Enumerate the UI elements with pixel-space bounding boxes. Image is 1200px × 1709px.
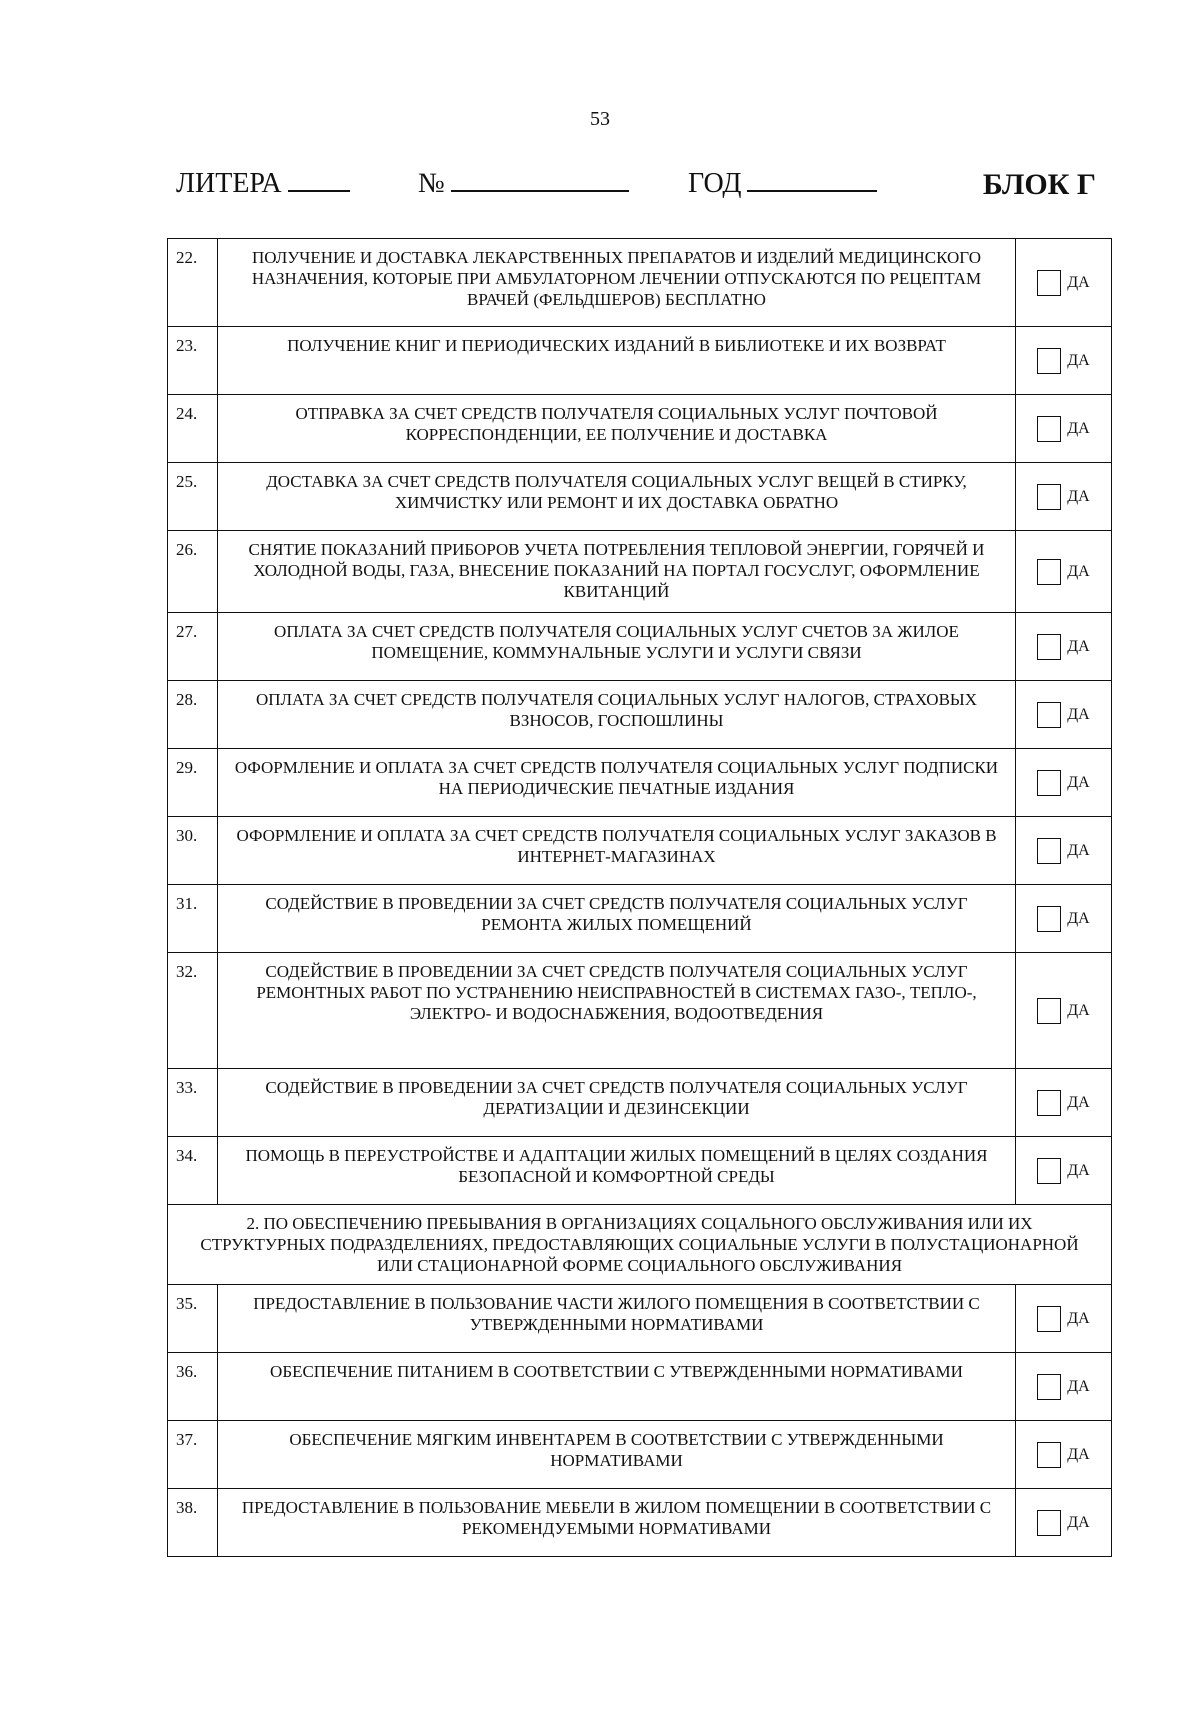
- yes-label: ДА: [1067, 1514, 1090, 1531]
- yes-label: ДА: [1067, 352, 1090, 369]
- service-description: СНЯТИЕ ПОКАЗАНИЙ ПРИБОРОВ УЧЕТА ПОТРЕБЛЕНИЯ ТЕПЛОВОЙ ЭНЕРГИИ, ГОРЯЧЕЙ И ХОЛОДНОЙ ВОДЫ, ГАЗА, ВНЕСЕНИЕ ПОКАЗАНИЙ НА ПОРТАЛ ГОСУСЛУГ, ОФОРМЛЕНИЕ КВИТАНЦИЙ: [218, 531, 1016, 613]
- service-description: ОФОРМЛЕНИЕ И ОПЛАТА ЗА СЧЕТ СРЕДСТВ ПОЛУЧАТЕЛЯ СОЦИАЛЬНЫХ УСЛУГ ПОДПИСКИ НА ПЕРИОДИЧЕСКИЕ ПЕЧАТНЫЕ ИЗДАНИЯ: [218, 749, 1016, 817]
- yes-checkbox[interactable]: [1037, 1510, 1061, 1536]
- table-row: [168, 817, 1112, 885]
- table-row: [168, 1069, 1112, 1137]
- service-description: ОПЛАТА ЗА СЧЕТ СРЕДСТВ ПОЛУЧАТЕЛЯ СОЦИАЛЬНЫХ УСЛУГ НАЛОГОВ, СТРАХОВЫХ ВЗНОСОВ, ГОСПОШЛИНЫ: [218, 681, 1016, 749]
- answer-cell: [1016, 885, 1112, 953]
- answer-cell: [1016, 239, 1112, 327]
- table-row: [168, 395, 1112, 463]
- row-number: 29.: [168, 749, 218, 817]
- table-row: [168, 885, 1112, 953]
- answer-cell: [1016, 1069, 1112, 1137]
- table-row: [168, 239, 1112, 327]
- section-heading: 2. ПО ОБЕСПЕЧЕНИЮ ПРЕБЫВАНИЯ В ОРГАНИЗАЦИЯХ СОЦАЛЬНОГО ОБСЛУЖИВАНИЯ ИЛИ ИХ СТРУКТУРНЫХ ПОДРАЗДЕЛЕНИЯХ, ПРЕДОСТАВЛЯЮЩИХ СОЦИАЛЬНЫЕ УСЛУГИ В ПОЛУСТАЦИОНАРНОЙ ИЛИ СТАЦИОНАРНОЙ ФОРМЕ СОЦИАЛЬНОГО ОБСЛУЖИВАНИЯ: [168, 1205, 1112, 1285]
- service-description: ПРЕДОСТАВЛЕНИЕ В ПОЛЬЗОВАНИЕ ЧАСТИ ЖИЛОГО ПОМЕЩЕНИЯ В СООТВЕТСТВИИ С УТВЕРЖДЕННЫМИ НОРМАТИВАМИ: [218, 1285, 1016, 1353]
- yes-label: ДА: [1067, 1446, 1090, 1463]
- row-number: 38.: [168, 1489, 218, 1557]
- service-description: ПРЕДОСТАВЛЕНИЕ В ПОЛЬЗОВАНИЕ МЕБЕЛИ В ЖИЛОМ ПОМЕЩЕНИИ В СООТВЕТСТВИИ С РЕКОМЕНДУЕМЫМИ НОРМАТИВАМИ: [218, 1489, 1016, 1557]
- row-number: 27.: [168, 613, 218, 681]
- table-row: [168, 1353, 1112, 1421]
- number-label: №: [418, 168, 445, 199]
- yes-checkbox[interactable]: [1037, 634, 1061, 660]
- table-row: [168, 1285, 1112, 1353]
- yes-label: ДА: [1067, 1310, 1090, 1327]
- row-number: 22.: [168, 239, 218, 327]
- table-row: [168, 531, 1112, 613]
- yes-checkbox[interactable]: [1037, 906, 1061, 932]
- service-description: СОДЕЙСТВИЕ В ПРОВЕДЕНИИ ЗА СЧЕТ СРЕДСТВ ПОЛУЧАТЕЛЯ СОЦИАЛЬНЫХ УСЛУГ РЕМОНТНЫХ РАБОТ ПО УСТРАНЕНИЮ НЕИСПРАВНОСТЕЙ В СИСТЕМАХ ГАЗО-, ТЕПЛО-, ЭЛЕКТРО- И ВОДОСНАБЖЕНИЯ, ВОДООТВЕДЕНИЯ: [218, 953, 1016, 1069]
- row-number: 26.: [168, 531, 218, 613]
- answer-cell: [1016, 327, 1112, 395]
- yes-label: ДА: [1067, 488, 1090, 505]
- service-description: ПОМОЩЬ В ПЕРЕУСТРОЙСТВЕ И АДАПТАЦИИ ЖИЛЫХ ПОМЕЩЕНИЙ В ЦЕЛЯХ СОЗДАНИЯ БЕЗОПАСНОЙ И КОМФОРТНОЙ СРЕДЫ: [218, 1137, 1016, 1205]
- service-description: СОДЕЙСТВИЕ В ПРОВЕДЕНИИ ЗА СЧЕТ СРЕДСТВ ПОЛУЧАТЕЛЯ СОЦИАЛЬНЫХ УСЛУГ ДЕРАТИЗАЦИИ И ДЕЗИНСЕКЦИИ: [218, 1069, 1016, 1137]
- yes-label: ДА: [1067, 1094, 1090, 1111]
- yes-label: ДА: [1067, 1002, 1090, 1019]
- number-blank[interactable]: [451, 189, 629, 192]
- service-description: ПОЛУЧЕНИЕ И ДОСТАВКА ЛЕКАРСТВЕННЫХ ПРЕПАРАТОВ И ИЗДЕЛИЙ МЕДИЦИНСКОГО НАЗНАЧЕНИЯ, КОТОРЫЕ ПРИ АМБУЛАТОРНОМ ЛЕЧЕНИИ ОТПУСКАЮТСЯ ПО РЕЦЕПТАМ ВРАЧЕЙ (ФЕЛЬДШЕРОВ) БЕСПЛАТНО: [218, 239, 1016, 327]
- service-description: ОФОРМЛЕНИЕ И ОПЛАТА ЗА СЧЕТ СРЕДСТВ ПОЛУЧАТЕЛЯ СОЦИАЛЬНЫХ УСЛУГ ЗАКАЗОВ В ИНТЕРНЕТ-МАГАЗИНАХ: [218, 817, 1016, 885]
- answer-cell: [1016, 681, 1112, 749]
- yes-checkbox[interactable]: [1037, 270, 1061, 296]
- row-number: 31.: [168, 885, 218, 953]
- table-row: [168, 953, 1112, 1069]
- form-header: [168, 168, 1096, 208]
- answer-cell: [1016, 395, 1112, 463]
- section-row: [168, 1205, 1112, 1285]
- answer-cell: [1016, 1489, 1112, 1557]
- answer-cell: [1016, 531, 1112, 613]
- row-number: 34.: [168, 1137, 218, 1205]
- litera-field: [176, 168, 350, 200]
- table-row: [168, 749, 1112, 817]
- row-number: 25.: [168, 463, 218, 531]
- year-label: ГОД: [688, 168, 742, 199]
- table-row: [168, 463, 1112, 531]
- yes-checkbox[interactable]: [1037, 416, 1061, 442]
- table-row: [168, 1137, 1112, 1205]
- answer-cell: [1016, 1353, 1112, 1421]
- yes-checkbox[interactable]: [1037, 838, 1061, 864]
- services-table: [167, 238, 1112, 1557]
- yes-checkbox[interactable]: [1037, 998, 1061, 1024]
- service-description: ОТПРАВКА ЗА СЧЕТ СРЕДСТВ ПОЛУЧАТЕЛЯ СОЦИАЛЬНЫХ УСЛУГ ПОЧТОВОЙ КОРРЕСПОНДЕНЦИИ, ЕЕ ПОЛУЧЕНИЕ И ДОСТАВКА: [218, 395, 1016, 463]
- yes-label: ДА: [1067, 1378, 1090, 1395]
- litera-blank[interactable]: [288, 189, 350, 192]
- answer-cell: [1016, 1137, 1112, 1205]
- answer-cell: [1016, 1421, 1112, 1489]
- yes-label: ДА: [1067, 274, 1090, 291]
- table-row: [168, 327, 1112, 395]
- yes-label: ДА: [1067, 842, 1090, 859]
- table-row: [168, 681, 1112, 749]
- service-description: СОДЕЙСТВИЕ В ПРОВЕДЕНИИ ЗА СЧЕТ СРЕДСТВ ПОЛУЧАТЕЛЯ СОЦИАЛЬНЫХ УСЛУГ РЕМОНТА ЖИЛЫХ ПОМЕЩЕНИЙ: [218, 885, 1016, 953]
- yes-label: ДА: [1067, 706, 1090, 723]
- page-number: 53: [590, 108, 610, 130]
- table-row: [168, 613, 1112, 681]
- yes-checkbox[interactable]: [1037, 559, 1061, 585]
- row-number: 24.: [168, 395, 218, 463]
- row-number: 28.: [168, 681, 218, 749]
- yes-checkbox[interactable]: [1037, 1374, 1061, 1400]
- yes-label: ДА: [1067, 563, 1090, 580]
- answer-cell: [1016, 817, 1112, 885]
- row-number: 37.: [168, 1421, 218, 1489]
- yes-label: ДА: [1067, 910, 1090, 927]
- row-number: 23.: [168, 327, 218, 395]
- yes-checkbox[interactable]: [1037, 770, 1061, 796]
- answer-cell: [1016, 463, 1112, 531]
- year-blank[interactable]: [747, 189, 877, 192]
- yes-checkbox[interactable]: [1037, 1158, 1061, 1184]
- yes-label: ДА: [1067, 1162, 1090, 1179]
- yes-label: ДА: [1067, 774, 1090, 791]
- row-number: 30.: [168, 817, 218, 885]
- answer-cell: [1016, 953, 1112, 1069]
- number-field: [418, 168, 629, 200]
- row-number: 36.: [168, 1353, 218, 1421]
- row-number: 35.: [168, 1285, 218, 1353]
- answer-cell: [1016, 1285, 1112, 1353]
- row-number: 33.: [168, 1069, 218, 1137]
- block-label: БЛОК Г: [982, 168, 1096, 201]
- yes-label: ДА: [1067, 420, 1090, 437]
- year-field: [688, 168, 877, 200]
- answer-cell: [1016, 613, 1112, 681]
- litera-label: ЛИТЕРА: [176, 168, 282, 199]
- yes-checkbox[interactable]: [1037, 1306, 1061, 1332]
- yes-checkbox[interactable]: [1037, 1090, 1061, 1116]
- yes-checkbox[interactable]: [1037, 348, 1061, 374]
- table-row: [168, 1489, 1112, 1557]
- yes-label: ДА: [1067, 638, 1090, 655]
- table-row: [168, 1421, 1112, 1489]
- yes-checkbox[interactable]: [1037, 702, 1061, 728]
- service-description: ОБЕСПЕЧЕНИЕ МЯГКИМ ИНВЕНТАРЕМ В СООТВЕТСТВИИ С УТВЕРЖДЕННЫМИ НОРМАТИВАМИ: [218, 1421, 1016, 1489]
- yes-checkbox[interactable]: [1037, 1442, 1061, 1468]
- yes-checkbox[interactable]: [1037, 484, 1061, 510]
- service-description: ДОСТАВКА ЗА СЧЕТ СРЕДСТВ ПОЛУЧАТЕЛЯ СОЦИАЛЬНЫХ УСЛУГ ВЕЩЕЙ В СТИРКУ, ХИМЧИСТКУ ИЛИ РЕМОНТ И ИХ ДОСТАВКА ОБРАТНО: [218, 463, 1016, 531]
- service-description: ОПЛАТА ЗА СЧЕТ СРЕДСТВ ПОЛУЧАТЕЛЯ СОЦИАЛЬНЫХ УСЛУГ СЧЕТОВ ЗА ЖИЛОЕ ПОМЕЩЕНИЕ, КОММУНАЛЬНЫЕ УСЛУГИ И УСЛУГИ СВЯЗИ: [218, 613, 1016, 681]
- service-description: ОБЕСПЕЧЕНИЕ ПИТАНИЕМ В СООТВЕТСТВИИ С УТВЕРЖДЕННЫМИ НОРМАТИВАМИ: [218, 1353, 1016, 1421]
- service-description: ПОЛУЧЕНИЕ КНИГ И ПЕРИОДИЧЕСКИХ ИЗДАНИЙ В БИБЛИОТЕКЕ И ИХ ВОЗВРАТ: [218, 327, 1016, 395]
- answer-cell: [1016, 749, 1112, 817]
- row-number: 32.: [168, 953, 218, 1069]
